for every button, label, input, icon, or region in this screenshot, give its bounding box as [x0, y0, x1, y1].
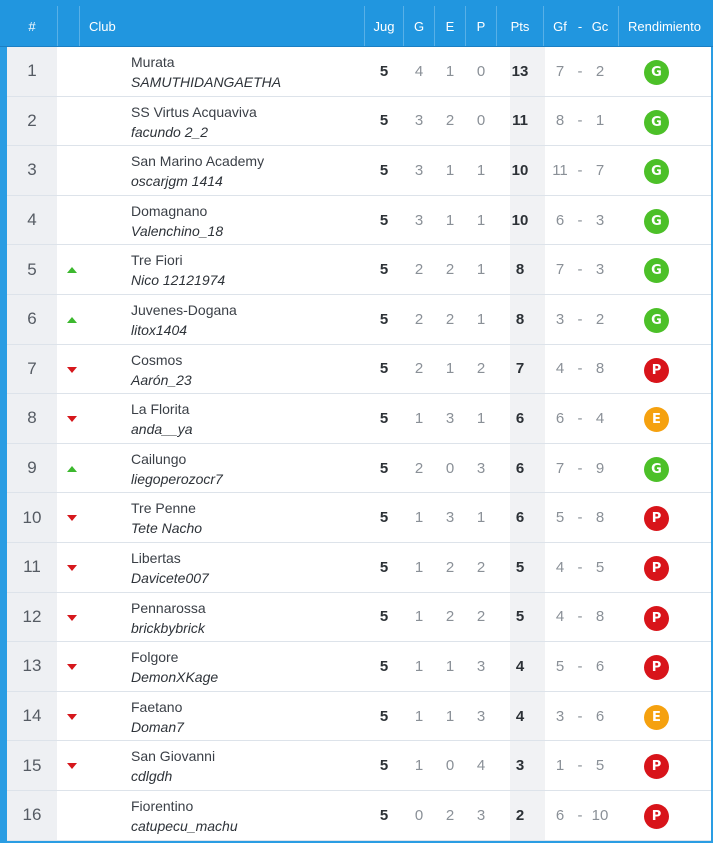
club-name[interactable]: Juvenes-Dogana [131, 301, 237, 318]
trend-up-icon [67, 265, 79, 275]
manager-name[interactable]: litox1404 [131, 321, 188, 338]
losses: 3 [476, 657, 486, 675]
table-row[interactable] [7, 47, 711, 97]
trend-down-icon [67, 414, 79, 424]
goals-separator: - [577, 310, 583, 328]
header-position[interactable]: # [28, 19, 36, 34]
club-name[interactable]: Faetano [131, 698, 183, 715]
form-badge: G [644, 209, 669, 234]
goals-for: 4 [555, 608, 565, 626]
manager-name[interactable]: liegoperozocr7 [131, 470, 223, 487]
trend-down-icon [67, 662, 79, 672]
goals-for: 5 [555, 509, 565, 527]
wins: 2 [414, 310, 424, 328]
goals-for: 4 [555, 360, 565, 378]
trend-down-icon [67, 712, 79, 722]
club-name[interactable]: Fiorentino [131, 797, 194, 814]
points: 6 [515, 409, 525, 427]
header-divider [79, 6, 80, 46]
trend-down-icon [67, 365, 79, 375]
goals-separator: - [577, 211, 583, 229]
header-divider [543, 6, 544, 46]
goals-for: 1 [555, 757, 565, 775]
position-cell: 4 [7, 196, 57, 245]
losses: 1 [476, 211, 486, 229]
games-played: 5 [379, 409, 389, 427]
header-gf[interactable]: Gf [553, 19, 567, 34]
manager-name[interactable]: SAMUTHIDANGAETHA [131, 74, 282, 90]
position-cell: 1 [7, 47, 57, 96]
manager-name[interactable]: Valenchino_18 [131, 222, 224, 239]
goals-separator: - [577, 62, 583, 80]
table-row[interactable] [7, 146, 711, 196]
manager-name[interactable]: Doman7 [131, 718, 184, 735]
wins: 3 [414, 211, 424, 229]
draws: 2 [445, 608, 455, 626]
header-p[interactable]: P [476, 19, 486, 34]
trend-none [67, 67, 79, 77]
points: 13 [511, 62, 529, 80]
form-badge: P [644, 754, 669, 779]
position-cell: 5 [7, 245, 57, 294]
losses: 1 [476, 509, 486, 527]
draws: 2 [445, 558, 455, 576]
form-badge: P [644, 506, 669, 531]
draws: 0 [445, 459, 455, 477]
games-played: 5 [379, 657, 389, 675]
games-played: 5 [379, 608, 389, 626]
goals-for: 4 [555, 558, 565, 576]
goals-separator: - [577, 608, 583, 626]
losses: 1 [476, 310, 486, 328]
form-badge: G [644, 258, 669, 283]
games-played: 5 [379, 558, 389, 576]
points: 10 [511, 161, 529, 179]
table-row[interactable] [7, 394, 711, 444]
goals-against: 10 [591, 806, 609, 824]
position-cell: 8 [7, 394, 57, 443]
points: 2 [515, 806, 525, 824]
club-name[interactable]: Tre Penne [131, 500, 196, 517]
manager-name[interactable]: Nico 12121974 [131, 272, 226, 289]
games-played: 5 [379, 459, 389, 477]
club-name[interactable]: San Marino Academy [131, 153, 265, 170]
table-row[interactable] [7, 741, 711, 791]
table-row[interactable] [7, 196, 711, 246]
position-cell: 6 [7, 295, 57, 344]
draws: 2 [445, 806, 455, 824]
wins: 4 [414, 62, 424, 80]
losses: 2 [476, 608, 486, 626]
manager-name[interactable]: oscarjgm 1414 [131, 173, 223, 190]
table-row[interactable] [7, 692, 711, 742]
position-cell: 3 [7, 146, 57, 195]
goals-against: 2 [595, 62, 605, 80]
points: 6 [515, 459, 525, 477]
games-played: 5 [379, 161, 389, 179]
games-played: 5 [379, 62, 389, 80]
games-played: 5 [379, 360, 389, 378]
draws: 1 [445, 360, 455, 378]
wins: 0 [414, 806, 424, 824]
goals-against: 5 [595, 558, 605, 576]
form-badge: G [644, 308, 669, 333]
goals-separator: - [577, 657, 583, 675]
wins: 1 [414, 558, 424, 576]
games-played: 5 [379, 509, 389, 527]
manager-name[interactable]: facundo 2_2 [131, 123, 209, 140]
trend-down-icon [67, 761, 79, 771]
goals-against: 6 [595, 707, 605, 725]
goals-separator: - [577, 409, 583, 427]
goals-separator: - [577, 558, 583, 576]
club-name[interactable]: Libertas [131, 549, 181, 566]
goals-against: 9 [595, 459, 605, 477]
goals-against: 7 [595, 161, 605, 179]
points: 6 [515, 509, 525, 527]
manager-name[interactable]: Davicete007 [131, 569, 209, 586]
table-row[interactable] [7, 642, 711, 692]
header-g[interactable]: G [413, 19, 425, 34]
club-name[interactable]: SS Virtus Acquaviva [131, 103, 257, 120]
goals-for: 11 [552, 161, 568, 179]
wins: 1 [414, 509, 424, 527]
games-played: 5 [379, 211, 389, 229]
position-cell: 12 [7, 593, 57, 642]
wins: 1 [414, 707, 424, 725]
table-row[interactable] [7, 444, 711, 494]
goals-against: 8 [595, 608, 605, 626]
manager-name[interactable]: catupecu_machu [131, 817, 238, 834]
games-played: 5 [379, 112, 389, 130]
losses: 3 [476, 806, 486, 824]
draws: 1 [445, 707, 455, 725]
goals-for: 6 [555, 409, 565, 427]
manager-name[interactable]: DemonXKage [131, 669, 219, 686]
losses: 1 [476, 409, 486, 427]
club-name[interactable]: Domagnano [131, 202, 208, 219]
points: 4 [515, 707, 525, 725]
goals-separator: - [577, 459, 583, 477]
goals-separator: - [577, 360, 583, 378]
club-name[interactable]: Pennarossa [131, 599, 206, 616]
trend-none [67, 811, 79, 821]
points: 4 [515, 657, 525, 675]
header-divider [496, 6, 497, 46]
goals-against: 5 [595, 757, 605, 775]
table-row[interactable] [7, 593, 711, 643]
draws: 3 [445, 409, 455, 427]
header-gc[interactable]: Gc [591, 19, 609, 34]
losses: 1 [476, 161, 486, 179]
position-cell: 9 [7, 444, 57, 493]
games-played: 5 [379, 806, 389, 824]
table-row[interactable] [7, 295, 711, 345]
table-row[interactable] [7, 97, 711, 147]
table-row[interactable] [7, 543, 711, 593]
goals-separator: - [577, 112, 583, 130]
goals-for: 3 [555, 310, 565, 328]
form-badge: G [644, 60, 669, 85]
trend-none [67, 166, 79, 176]
table-row[interactable] [7, 345, 711, 395]
points: 5 [515, 608, 525, 626]
form-badge: P [644, 358, 669, 383]
header-e[interactable]: E [445, 19, 455, 34]
form-badge: E [644, 705, 669, 730]
goals-separator: - [577, 757, 583, 775]
club-name[interactable]: San Giovanni [131, 748, 216, 765]
losses: 2 [476, 360, 486, 378]
goals-against: 3 [595, 261, 605, 279]
header-divider [57, 6, 58, 46]
position-cell: 15 [7, 741, 57, 790]
wins: 2 [414, 360, 424, 378]
header-rendimiento[interactable]: Rendimiento [628, 19, 701, 34]
goals-separator: - [577, 261, 583, 279]
trend-up-icon [67, 464, 79, 474]
draws: 0 [445, 757, 455, 775]
table-row[interactable] [7, 493, 711, 543]
draws: 2 [445, 112, 455, 130]
wins: 1 [414, 409, 424, 427]
position-cell: 16 [7, 791, 57, 840]
trend-down-icon [67, 513, 79, 523]
manager-name[interactable]: Tete Nacho [131, 520, 203, 537]
table-body [7, 47, 711, 841]
points: 5 [515, 558, 525, 576]
wins: 3 [414, 112, 424, 130]
wins: 1 [414, 608, 424, 626]
wins: 1 [414, 757, 424, 775]
position-cell: 7 [7, 345, 57, 394]
trend-down-icon [67, 613, 79, 623]
form-badge: P [644, 655, 669, 680]
goals-separator: - [577, 161, 583, 179]
wins: 1 [414, 657, 424, 675]
form-badge: P [644, 804, 669, 829]
draws: 1 [445, 211, 455, 229]
club-name[interactable]: Tre Fiori [131, 252, 183, 269]
goals-against: 3 [595, 211, 605, 229]
goals-for: 5 [555, 657, 565, 675]
goals-for: 3 [555, 707, 565, 725]
draws: 1 [445, 62, 455, 80]
manager-name[interactable]: Aarón_23 [131, 371, 192, 388]
form-badge: P [644, 556, 669, 581]
points: 10 [511, 211, 529, 229]
goals-for: 6 [555, 806, 565, 824]
draws: 1 [445, 657, 455, 675]
points: 7 [515, 360, 525, 378]
header-club[interactable]: Club [89, 19, 116, 34]
trend-up-icon [67, 315, 79, 325]
header-jug[interactable]: Jug [373, 19, 395, 34]
table-row[interactable] [7, 791, 711, 841]
form-badge: G [644, 159, 669, 184]
goals-for: 7 [555, 261, 565, 279]
goals-separator: - [577, 806, 583, 824]
draws: 2 [445, 310, 455, 328]
form-badge: G [644, 110, 669, 135]
goals-against: 2 [595, 310, 605, 328]
position-cell: 2 [7, 97, 57, 146]
games-played: 5 [379, 707, 389, 725]
losses: 3 [476, 459, 486, 477]
club-name[interactable]: Murata [131, 54, 175, 70]
goals-against: 8 [595, 509, 605, 527]
goals-for: 6 [555, 211, 565, 229]
losses: 4 [476, 757, 486, 775]
points: 8 [515, 310, 525, 328]
position-cell: 14 [7, 692, 57, 741]
club-name[interactable]: Cosmos [131, 351, 183, 368]
goals-against: 4 [595, 409, 605, 427]
manager-name[interactable]: cdlgdh [131, 768, 173, 785]
header-pts[interactable]: Pts [510, 19, 530, 34]
wins: 2 [414, 459, 424, 477]
losses: 0 [476, 112, 486, 130]
club-name[interactable]: Folgore [131, 649, 179, 666]
draws: 3 [445, 509, 455, 527]
form-badge: G [644, 457, 669, 482]
wins: 3 [414, 161, 424, 179]
table-row[interactable] [7, 245, 711, 295]
trend-none [67, 117, 79, 127]
draws: 2 [445, 261, 455, 279]
games-played: 5 [379, 261, 389, 279]
trend-none [67, 216, 79, 226]
goals-for: 8 [555, 112, 565, 130]
goals-for: 7 [555, 459, 565, 477]
points: 8 [515, 261, 525, 279]
wins: 2 [414, 261, 424, 279]
points: 3 [515, 757, 525, 775]
form-badge: E [644, 407, 669, 432]
club-name[interactable]: Cailungo [131, 450, 187, 467]
position-cell: 10 [7, 493, 57, 542]
table-header [0, 0, 713, 47]
manager-name[interactable]: brickbybrick [131, 619, 205, 636]
position-cell: 13 [7, 642, 57, 691]
losses: 0 [476, 62, 486, 80]
goals-against: 6 [595, 657, 605, 675]
games-played: 5 [379, 310, 389, 328]
draws: 1 [445, 161, 455, 179]
goals-separator: - [577, 509, 583, 527]
position-cell: 11 [7, 543, 57, 592]
points: 11 [512, 112, 528, 130]
form-badge: P [644, 606, 669, 631]
goals-against: 8 [595, 360, 605, 378]
club-name[interactable]: La Florita [131, 401, 190, 418]
manager-name[interactable]: anda__ya [131, 421, 193, 438]
games-played: 5 [379, 757, 389, 775]
losses: 3 [476, 707, 486, 725]
losses: 1 [476, 261, 486, 279]
goals-separator: - [577, 707, 583, 725]
header-dash: - [577, 19, 583, 34]
goals-against: 1 [595, 112, 605, 130]
goals-for: 7 [555, 62, 565, 80]
trend-down-icon [67, 563, 79, 573]
losses: 2 [476, 558, 486, 576]
